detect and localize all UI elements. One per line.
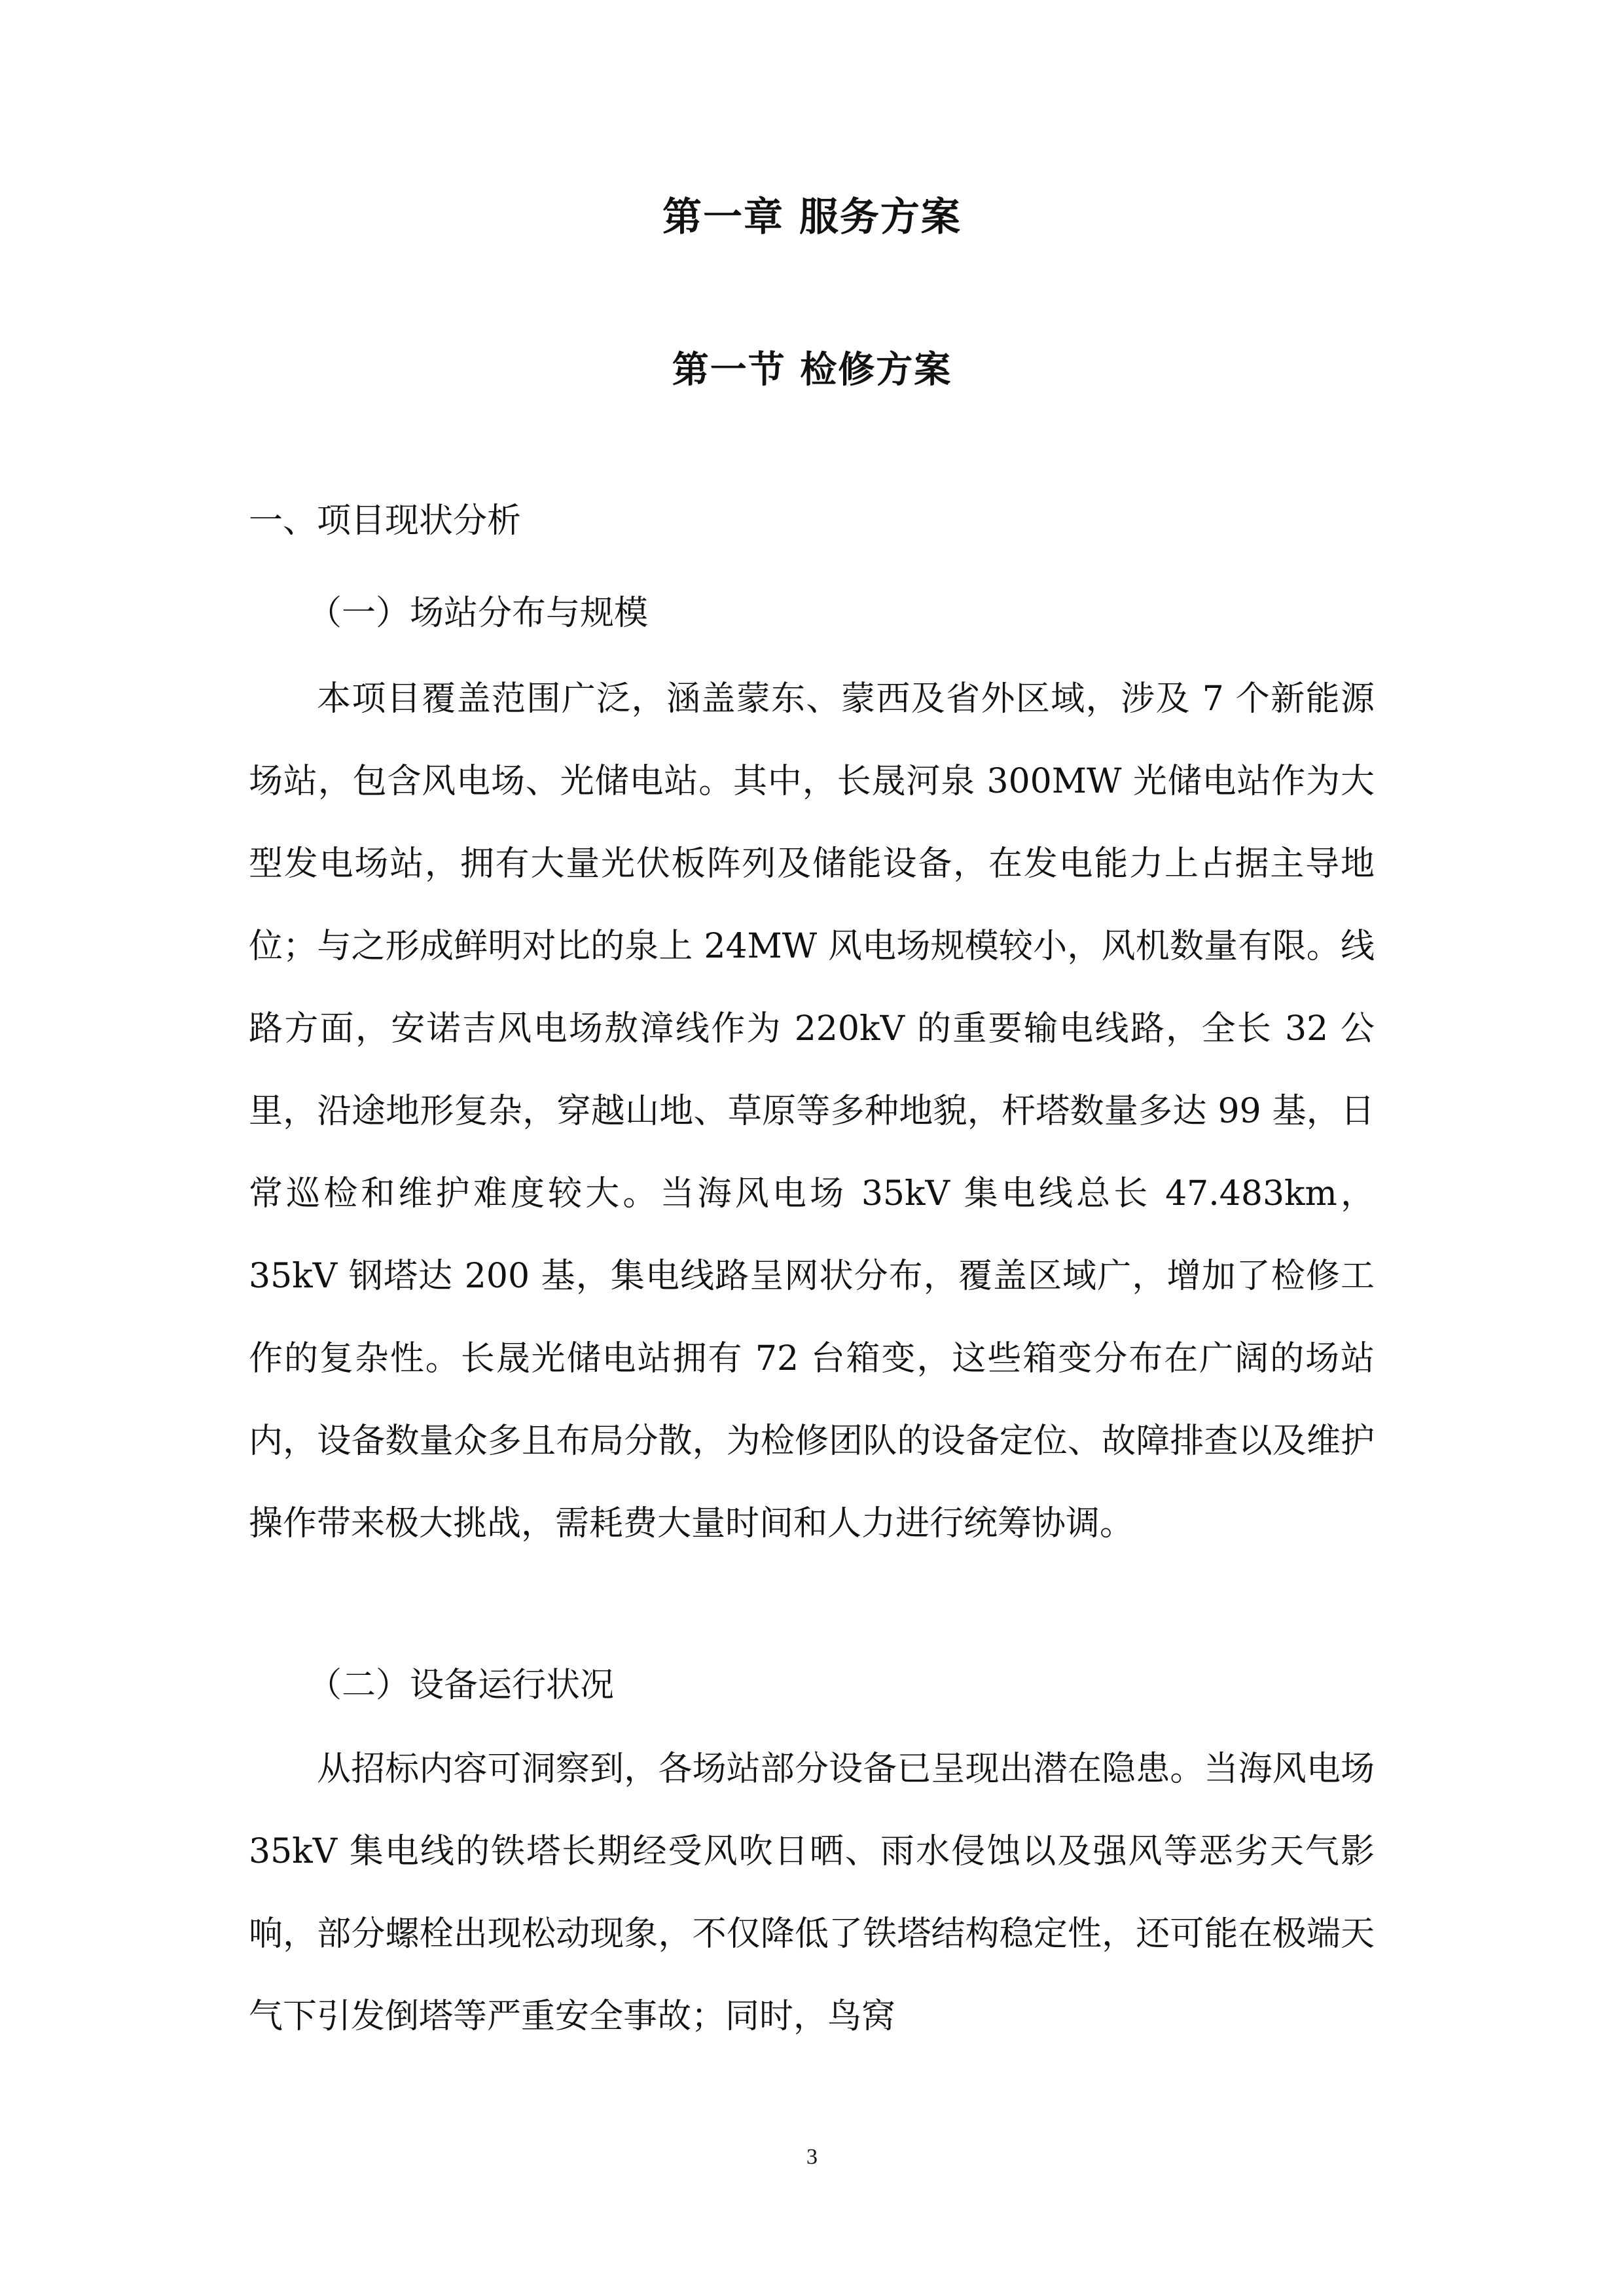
subsection-title-equipment-status: （二）设备运行状况	[308, 1666, 615, 1705]
paragraph-equipment-status: 从招标内容可洞察到，各场站部分设备已呈现出潜在隐患。当海风电场 35kV 集电线的铁塔长期经受风吹日晒、雨水侵蚀以及强风等恶劣天气影响，部分螺栓出现松动现象，不仅降低了铁塔结构稳定性，还可能在极端天气下引发倒塔等严重安全事故；同时，鸟窝	[249, 1749, 1375, 2036]
paragraph-station-distribution: 本项目覆盖范围广泛，涵盖蒙东、蒙西及省外区域，涉及 7 个新能源场站，包含风电场、光储电站。其中，长晟河泉 300MW 光储电站作为大型发电场站，拥有大量光伏板阵列及储能设备，在发电能力上占据主导地位；与之形成鲜明对比的泉上 24MW 风电场规模较小，风机数量有限。线路方面，安诺吉风电场敖漳线作为 220kV 的重要输电线路，全长 32 公里，沿途地形复杂，穿越山地、草原等多种地貌，杆塔数量多达 99 基，日常巡检和维护难度较大。当海风电场 35kV 集电线总长 47.483km，35kV 钢塔达 200 基，集电线路呈网状分布，覆盖区域广，增加了检修工作的复杂性。长晟光储电站拥有 72 台箱变，这些箱变分布在广阔的场站内，设备数量众多且布局分散，为检修团队的设备定位、故障排查以及维护操作带来极大挑战，需耗费大量时间和人力进行统筹协调。	[249, 679, 1375, 1543]
section-title: 第一节 检修方案	[672, 349, 952, 391]
heading-project-status: 一、项目现状分析	[249, 501, 522, 541]
subsection-title-station-distribution: （一）场站分布与规模	[308, 594, 649, 633]
page-number: 3	[806, 2145, 818, 2169]
chapter-title: 第一章 服务方案	[662, 194, 962, 240]
